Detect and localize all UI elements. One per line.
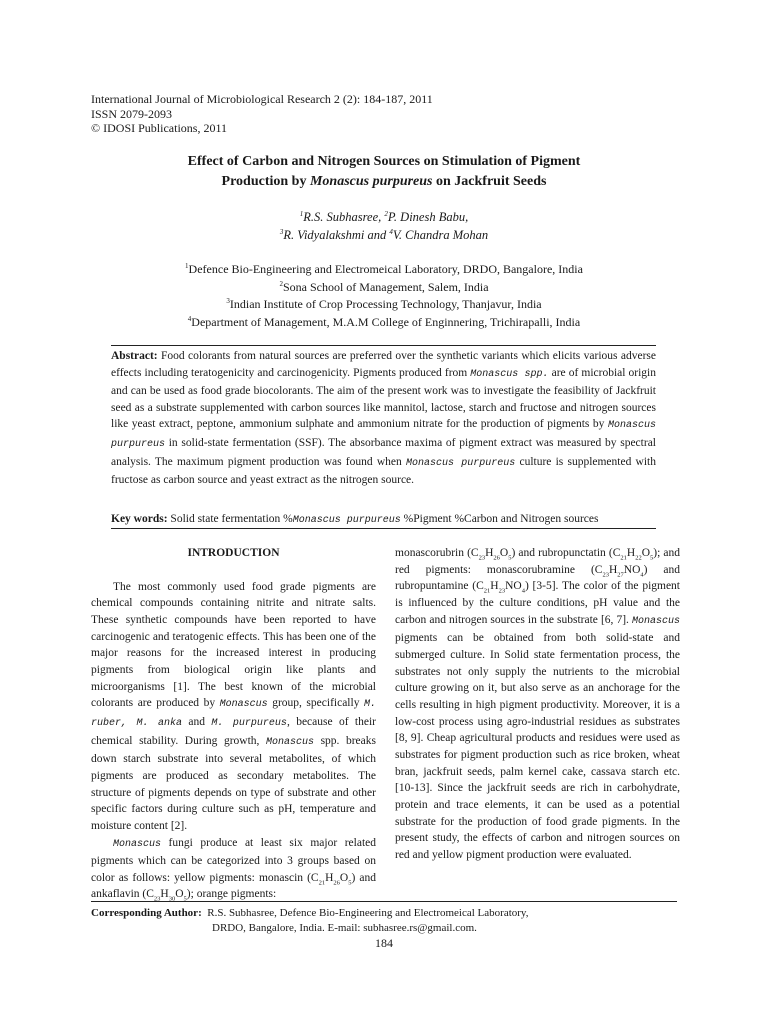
text: ) and rubropunctatin (C: [511, 547, 621, 559]
corresponding-author: [91, 906, 528, 936]
keywords-species: Monascus purpureus: [292, 515, 401, 526]
abstract-label: Abstract:: [111, 350, 158, 362]
right-column: [395, 545, 680, 863]
journal-citation: International Journal of Microbiological Research 2 (2): 184-187, 2011: [91, 92, 433, 106]
text: monascorubrin (C: [395, 547, 479, 559]
title-pre: Production by: [221, 174, 310, 189]
abstract-text: Food colorants from natural sources are preferred over the synthetic variants which elicits various adverse effects including teratogenicity and carcinogenicity. Pigments produced from: [111, 350, 656, 379]
subscript: 21: [620, 554, 627, 562]
text: O: [175, 888, 184, 901]
author-2: P. Dinesh Babu,: [387, 210, 469, 224]
species: Monascus: [113, 838, 162, 850]
corresponding-line-1: R.S. Subhasree, Defence Bio-Engineering and Electromeical Laboratory,: [207, 907, 529, 919]
species: M. purpureus: [211, 717, 287, 729]
author-1: R.S. Subhasree,: [303, 210, 385, 224]
keywords-label: Key words:: [111, 513, 168, 525]
affiliation: [60, 279, 708, 297]
abstract-species: Monascus spp.: [470, 368, 549, 380]
text: O: [339, 871, 349, 884]
title-post: on Jackfruit Seeds: [432, 174, 547, 189]
abstract-species: Monascus purpureus: [405, 457, 516, 469]
affiliation-sup: 2: [279, 279, 283, 288]
affiliation-text: Indian Institute of Crop Processing Technology, Thanjavur, India: [229, 297, 542, 311]
affiliation: [60, 261, 708, 279]
text: ) and rubropuntamine (C: [395, 563, 680, 593]
affiliation-text: Department of Management, M.A.M College of Enginnering, Trichirapalli, India: [191, 314, 581, 329]
subscript: 21: [483, 587, 491, 595]
page-number: 184: [375, 936, 393, 950]
text: and: [182, 715, 212, 728]
affiliation: [60, 314, 708, 332]
journal-issn: ISSN 2079-2093: [91, 106, 173, 121]
subscript: 5: [650, 554, 654, 562]
subscript: 30: [168, 895, 176, 903]
affiliation-sup: 4: [187, 314, 192, 323]
text: ); orange pigments:: [186, 888, 277, 901]
text: H: [325, 871, 334, 884]
text: H: [485, 547, 494, 559]
author-list: [60, 208, 708, 244]
section-heading-introduction: INTRODUCTION: [187, 547, 280, 559]
affiliation-sup: 3: [226, 297, 230, 305]
text: group, specifically: [267, 697, 364, 710]
abstract: [111, 348, 656, 489]
text: O: [641, 547, 651, 559]
species: Monascus: [219, 699, 268, 711]
subscript: 22: [635, 554, 642, 562]
subscript: 23: [478, 554, 486, 562]
subscript: 5: [348, 879, 352, 887]
title-line-2: [60, 172, 708, 192]
abstract-text: culture is supplemented with fructose as carbon source and yeast extract as the nitrogen source.: [111, 455, 656, 487]
author-4: V. Chandra Mohan: [392, 228, 489, 242]
corresponding-label: Corresponding Author:: [91, 907, 202, 919]
abstract-text: are of microbial origin and can be used as food grade biocolorants. The aim of the present work was to investigate the feasibility of Jackfruit seed as a substrate supplemented with carbon sources like mannitol, lactose, starch and fructose and nitrogen sources like yeast extract, peptone, ammonium sulphate and ammonium nitrate for the production of pigments by: [111, 366, 656, 431]
text: The most commonly used food grade pigments are chemical compounds containing nitrite and nitrate salts. These synthetic compounds have been reported to have carcinogenic and teratogenic effects. This has been one of the major reasons for the increased interest in producing pigments from biological origin like plants and microorganisms [1]. The best known of the microbial colorants are produced by: [91, 580, 376, 710]
text: H: [490, 580, 499, 593]
affiliation-text: Defence Bio-Engineering and Electromeical Laboratory, DRDO, Bangalore, India: [188, 262, 583, 276]
affiliation-list: [60, 261, 708, 331]
keywords-text: Solid state fermentation %: [167, 513, 293, 525]
text: ) [3-5]. The color of the pigment is influenced by the culture conditions, pH value and the carbon and nitrogen sources in the substrate [6, 7].: [395, 580, 681, 626]
subscript: 26: [493, 554, 500, 562]
abstract-text: in solid-state fermentation (SSF). The absorbance maxima of pigment extract was measured by spectral analysis. The maximum pigment production was found when: [111, 436, 656, 468]
author-sup: 4: [389, 227, 393, 236]
subscript: 4: [521, 587, 525, 595]
subscript: 5: [508, 554, 512, 562]
affiliation-sup: 1: [185, 262, 189, 270]
text: ) and ankaflavin (C: [91, 871, 376, 901]
affiliation-text: Sona School of Management, Salem, India: [282, 279, 489, 294]
left-column: [91, 545, 376, 903]
author-sup: 1: [299, 209, 304, 218]
title-line-1: Effect of Carbon and Nitrogen Sources on Stimulation of Pigment: [187, 154, 581, 169]
abstract-species: Monascus purpureus: [111, 420, 656, 450]
text: , because of their chemical stability. During growth,: [91, 715, 377, 747]
text: pigments can be obtained from both solid-state and submerged culture. In Solid state fermentation process, the substrates not only supply the nutrients to the microbial culture growing on it, but also serve as an anchorage for the cells resulting in high pigment productivity. Moreover, it is a low-cost process using agro-industrial residues as substrates [8, 9]. Cheap agricultural products and residues were used as substrates for pigment production such as rice broken, wheat bran, jackfruit seeds, palm kernel cake, cassava starch etc. [10-13]. Since the jackfruit seeds are rich in carbohydrate, protein and trace elements, it can be used as a potential substrate for the production of food grade pigments. In the present study, the effects of carbon and nitrogen sources on red and yellow pigment production were evaluated.: [395, 632, 680, 861]
subscript: 23: [602, 570, 609, 578]
corresponding-line-2: DRDO, Bangalore, India. E-mail: subhasree.rs@gmail.com.: [212, 922, 477, 934]
text: NO: [623, 563, 641, 576]
right-paragraph: [395, 545, 680, 863]
title-species: Monascus purpureus: [309, 174, 433, 189]
intro-paragraph-2: [91, 835, 376, 904]
abstract-top-rule: [111, 345, 656, 346]
intro-paragraph-1: [91, 579, 376, 835]
text: H: [608, 563, 618, 576]
text: ); and red pigments: monascorubramine (C: [395, 547, 681, 576]
text: fungi produce at least six major related pigments which can be categorized into 3 groups based on color as follows: yellow pigments: monascin (C: [91, 836, 376, 884]
species: Monascus: [265, 736, 314, 748]
affiliation: [60, 296, 708, 314]
text: O: [499, 547, 509, 559]
text: H: [626, 547, 636, 559]
text: spp. breaks down starch substrate into several metabolites, of which pigments are produced as secondary metabolites. The structure of pigments depends on type of substrate and other specific factors during culture such as pH, temperature and moisture content [2].: [91, 734, 376, 832]
keywords-bottom-rule: [111, 528, 656, 529]
keywords: [111, 511, 656, 529]
keywords-text: %Pigment %Carbon and Nitrogen sources: [400, 513, 599, 525]
footer-rule: [91, 901, 677, 902]
subscript: 26: [333, 879, 340, 887]
subscript: 21: [318, 879, 326, 887]
journal-header: [91, 92, 433, 136]
subscript: 23: [498, 587, 506, 595]
subscript: 4: [640, 570, 644, 578]
text: NO: [505, 580, 522, 593]
author-sup: 2: [384, 209, 388, 218]
subscript: 5: [183, 895, 187, 903]
paper-title: [60, 152, 708, 192]
author-sup: 3: [279, 227, 284, 236]
author-3: R. Vidyalakshmi and: [283, 228, 390, 242]
subscript: 23: [153, 895, 161, 903]
subscript: 27: [617, 570, 624, 578]
species: Monascus: [631, 615, 680, 627]
species: M. ruber, M. anka: [91, 699, 376, 729]
text: H: [160, 888, 169, 901]
journal-publisher: © IDOSI Publications, 2011: [91, 121, 228, 135]
